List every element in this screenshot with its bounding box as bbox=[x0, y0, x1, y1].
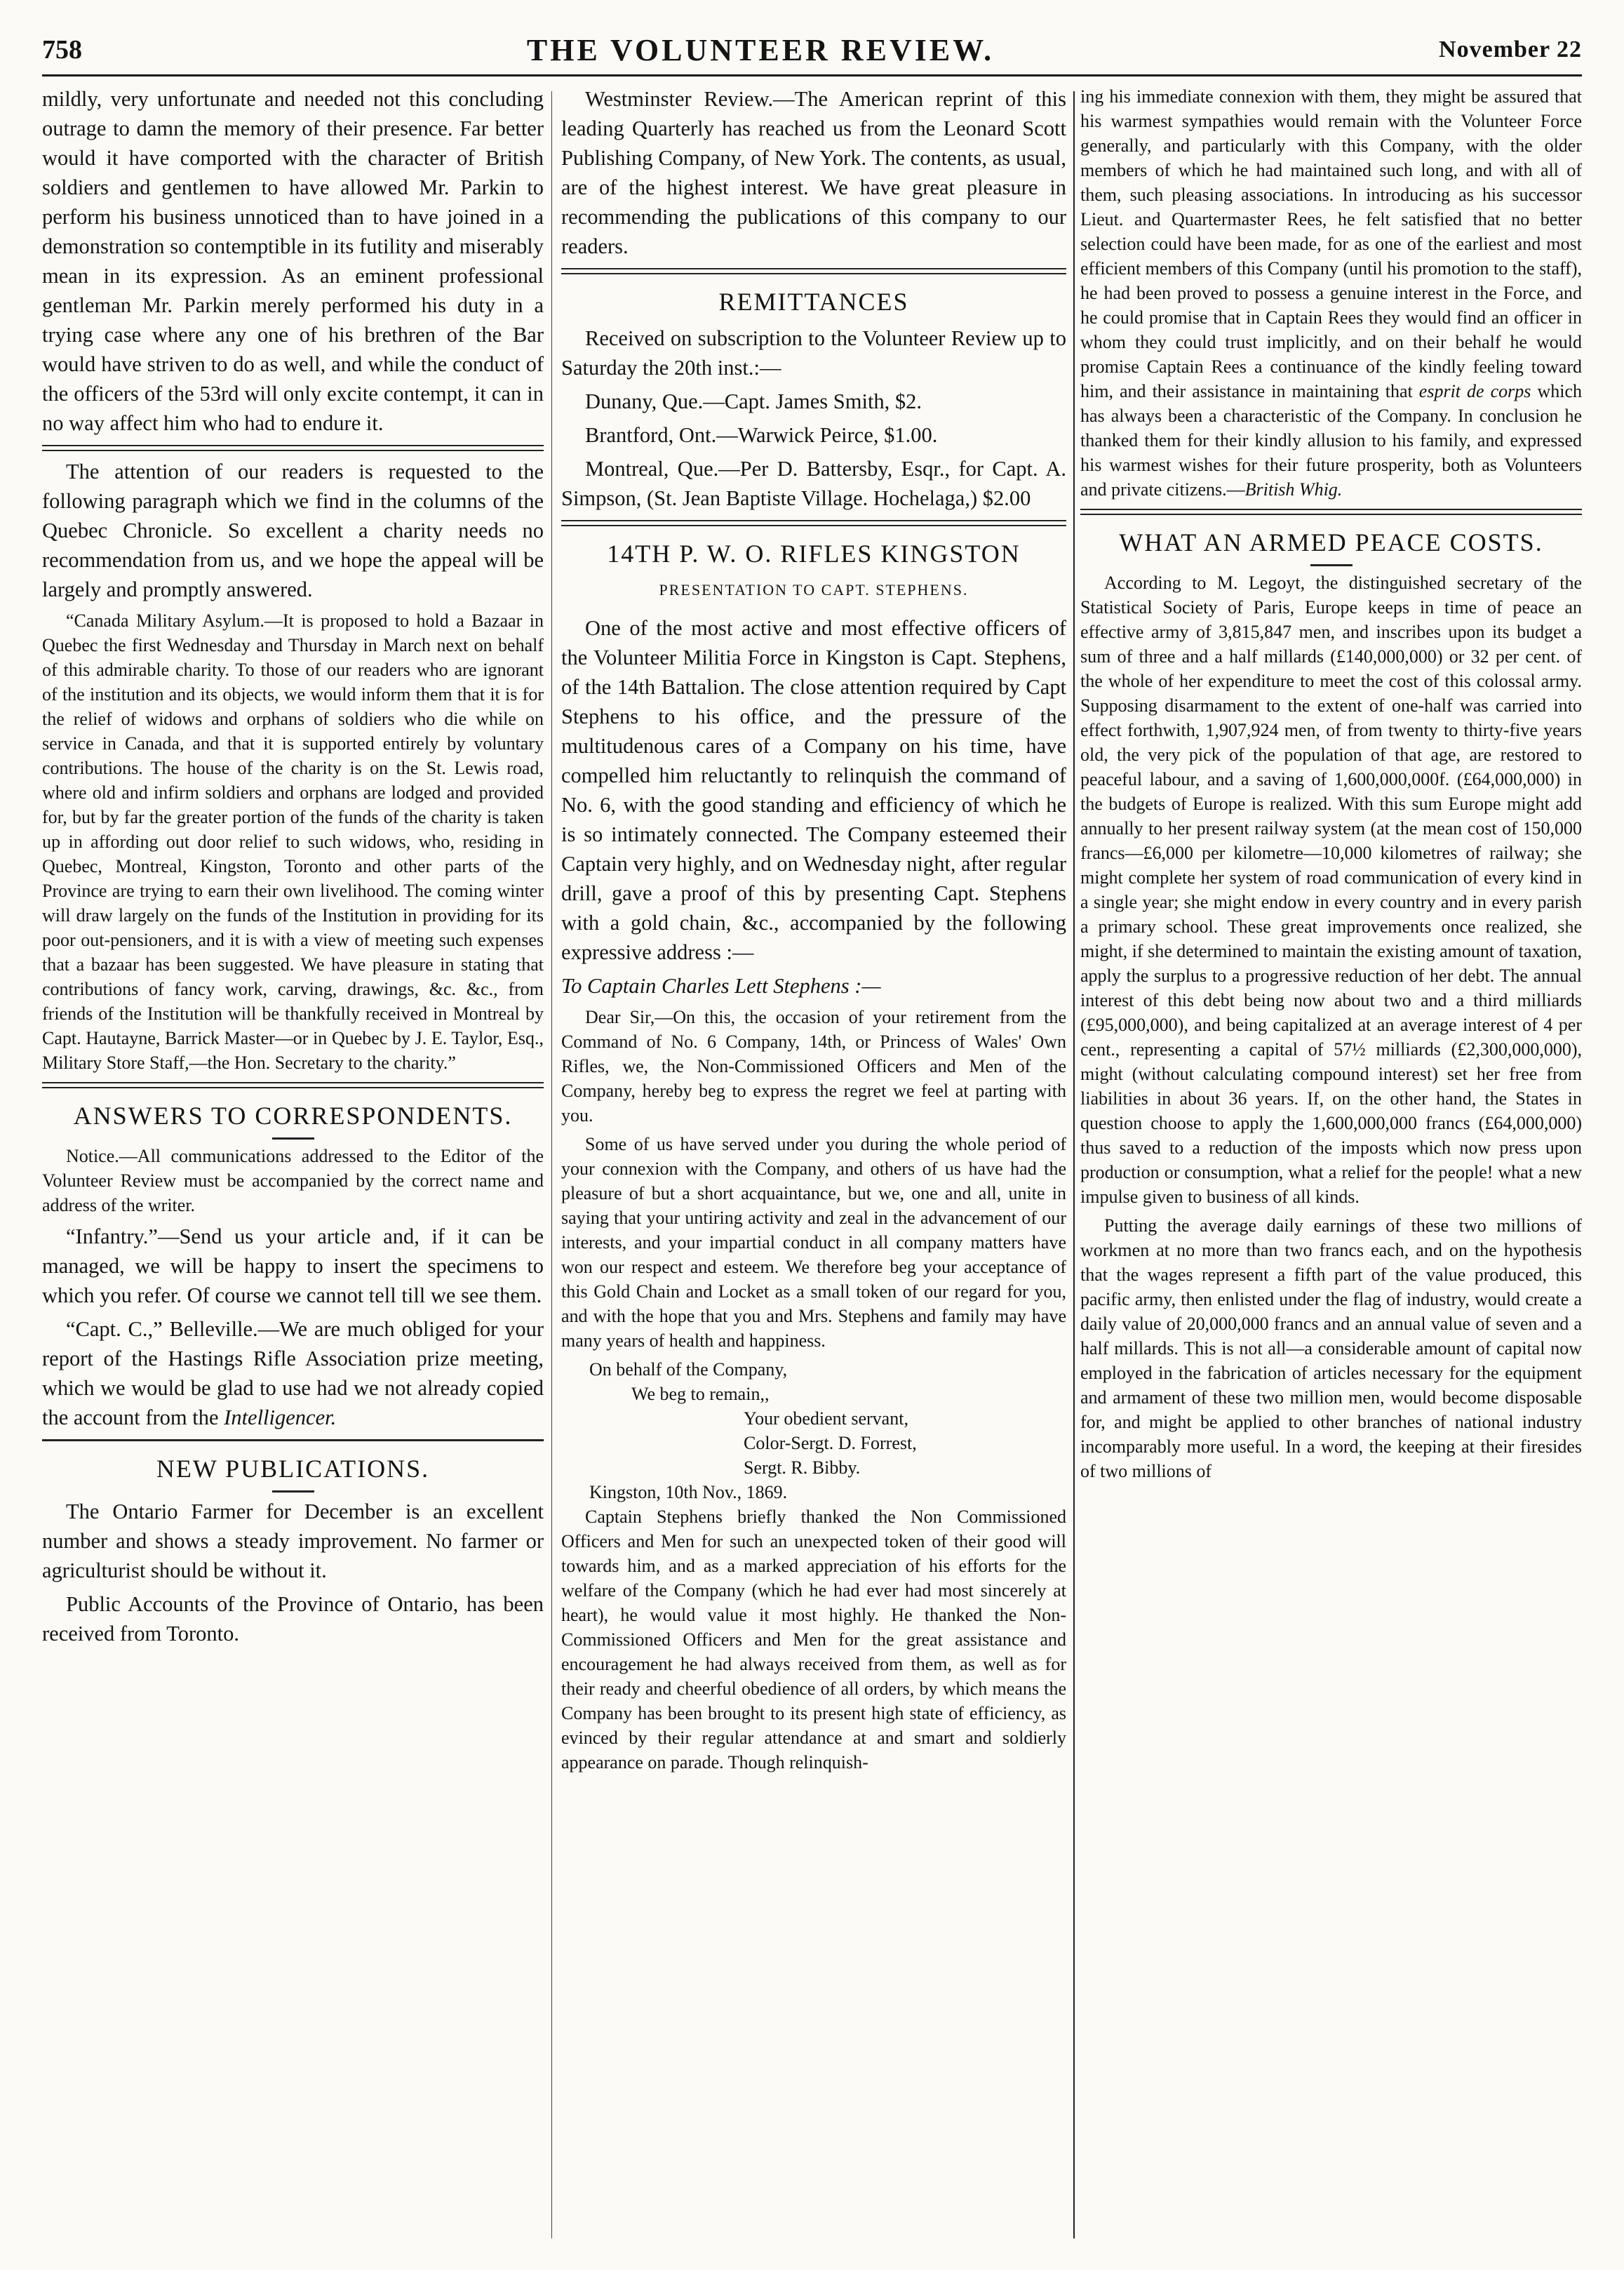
remittance-montreal: Montreal, Que.—Per D. Battersby, Esqr., for Capt. A. Simpson, (St. Jean Baptiste Village. Hochelaga,) $2.00 bbox=[561, 457, 1066, 510]
kingston-rifles-heading: 14TH P. W. O. RIFLES KINGSTON bbox=[607, 540, 1021, 568]
signatory-bibby: Sergt. R. Bibby. bbox=[744, 1457, 861, 1478]
notice-paragraph: Notice.—All communications addressed to the Editor of the Volunteer Review must be accompanied by the correct name and address of the writer. bbox=[42, 1146, 544, 1215]
answer-capt-c bbox=[42, 1314, 544, 1432]
heading-bar bbox=[272, 1490, 314, 1493]
answer-capt-c-text: “Capt. C.,” Belleville.—We are much obliged for your report of the Hastings Rifle Association prize meeting, which we would be glad to use had we not already copied the account from the bbox=[42, 1317, 544, 1429]
source-british-whig: British Whig. bbox=[1244, 479, 1343, 500]
section-separator bbox=[42, 1439, 544, 1441]
column-rule-left bbox=[551, 91, 552, 2238]
answers-heading: ANSWERS TO CORRESPONDENTS. bbox=[73, 1102, 513, 1130]
address-to: To Captain Charles Lett Stephens :— bbox=[561, 974, 881, 998]
column-1 bbox=[42, 84, 544, 2245]
westminster-review-notice: Westminster Review.—The American reprint of this leading Quarterly has reached us from the Leonard Scott Publishing Company, of New York. The contents, as usual, are of the highest interest. We have great pleasure in recommending the publications of this company to our readers. bbox=[561, 87, 1066, 258]
page-number: 758 bbox=[42, 35, 82, 65]
signatory-forrest: Color-Sergt. D. Forrest, bbox=[744, 1433, 917, 1453]
section-separator bbox=[42, 445, 544, 451]
column-2 bbox=[561, 84, 1066, 2245]
reply-text-a: ing his immediate connexion with them, they might be assured that his warmest sympathies would remain with the Volunteer Force generally, and particularly with this Company, with the older members of which he had maintained such long, and with all of them, such pleasing associations. In introducing as his successor Lieut. and Quartermaster Rees, he felt satisfied that no better selection could have been made, for as one of the earliest and most efficient members of this Company (until his promotion to the staff), he had been proved to possess a genuine interest in the Force, and he could promise that in Captain Rees they would find an officer in whom they could trust implicitly, and on their behalf he would promise Captain Rees a continuance of the kindly feeling toward him, and their assistance in maintaining that bbox=[1080, 86, 1582, 401]
reply-text-b: which has always been a characteristic of the Company. In conclusion he thanked them for their kindly allusion to his family, and expressed his warmest wishes for their future prosperity, both as Volunteers and private citizens.— bbox=[1080, 381, 1582, 500]
section-separator bbox=[561, 268, 1066, 274]
signature-line-1: On behalf of the Company, bbox=[589, 1359, 788, 1380]
ontario-farmer-notice: The Ontario Farmer for December is an excellent number and shows a steady improvement. No farmer or agriculturist should be without it. bbox=[42, 1500, 544, 1582]
remittance-brantford: Brantford, Ont.—Warwick Peirce, $1.00. bbox=[585, 423, 938, 447]
address-dateline: Kingston, 10th Nov., 1869. bbox=[589, 1482, 788, 1502]
armed-peace-paragraph-1: According to M. Legoyt, the distinguished secretary of the Statistical Society of Paris, Europe keeps in time of peace an effective army of 3,815,847 men, and inscribes upon its budget a sum of three and a half millards (£140,000,000) or 32 per cent. of the whole of her expenditure to meet the cost of this colossal army. Supposing disarmament to the extent of one-half was carried into effect forthwith, 1,907,924 men, of from twenty to thirty-five years old, the very pick of the population of that age, are restored to peaceful labour, and a saving of 1,600,000,000f. (£64,000,000) in the budgets of Europe is realized. With this sum Europe might add annually to her present railway system (at the mean cost of 150,000 francs—£6,000 per kilometre—10,000 kilometres of railway; she might complete her system of road communication of every kind in a single year; she might endow in every country and in every parish a primary school. These great improvements once realized, she might, if she determined to maintain the existing amount of taxation, apply the surplus to a progressive reduction of her debt. The annual interest of this debt being now about two and a third milliards (£95,000,000), and being capitalized at an average interest of 4 per cent., representing a capital of 57½ milliards (£2,300,000,000), might (without calculating compound interest) set her free from liabilities in about 36 years. If, on the other hand, the States in question choose to apply the 1,600,000,000 francs (£64,000,000) thus saved to a reduction of the imposts which now press upon production or consumption, what a relief for the people! what a new impulse given to business of all kinds. bbox=[1080, 573, 1582, 1207]
page-header bbox=[42, 25, 1582, 76]
remittance-dunany: Dunany, Que.—Capt. James Smith, $2. bbox=[585, 389, 922, 413]
military-asylum-notice: “Canada Military Asylum.—It is proposed to hold a Bazaar in Quebec the first Wednesday and Thursday in March next on behalf of this admirable charity. To those of our readers who are ignorant of the institution and its objects, we would inform them that it is for the relief of widows and orphans of soldiers who die while on service in Canada, and that it is supported entirely by voluntary contributions. The house of the charity is on the St. Lewis road, where old and infirm soldiers and orphans are lodged and provided for, but by far the greater portion of the funds of the charity is taken up in affording out door relief to such widows, who, residing in Quebec, Montreal, Kingston, Toronto and other parts of the Province are trying to earn their own livelihood. The coming winter will draw largely on the funds of the Institution in providing for its poor out-pensioners, and it is with a view of meeting such expenses that a bazaar has been suggested. We have pleasure in stating that contributions of fancy work, carving, drawings, &c. &c., from friends of the Institution will be thankfully received in Montreal by Capt. Hautayne, Barrick Master—or in Quebec by J. E. Taylor, Esq., Military Store Staff,—the Hon. Secretary to the charity.” bbox=[42, 610, 544, 1073]
signature-line-2: We beg to remain,, bbox=[631, 1384, 770, 1404]
answer-infantry: “Infantry.”—Send us your article and, if it can be managed, we will be happy to insert the specimens to which you refer. Of course we cannot tell till we see them. bbox=[42, 1224, 544, 1307]
stephens-reply-continued bbox=[1080, 84, 1582, 502]
intelligencer-title: Intelligencer. bbox=[224, 1406, 337, 1429]
signature-line-3: Your obedient servant, bbox=[744, 1408, 908, 1429]
remittances-intro: Received on subscription to the Volunteer Review up to Saturday the 20th inst.:— bbox=[561, 326, 1066, 380]
issue-date: November 22 bbox=[1439, 36, 1582, 62]
remittances-heading: REMITTANCES bbox=[718, 288, 909, 316]
armed-peace-paragraph-2: Putting the average daily earnings of these two millions of workmen at no more than two francs each, and on the hypothesis that the wages represent a fifth part of the value produced, this pacific army, then enlisted under the flag of industry, would create a daily value of 20,000,000 francs and an annual value of seven and a half millards. This is not all—a considerable amount of capital now employed in the fabrication of articles necessary for the equipment and armament of these two million men, would become disposable for, and might be applied to other branches of national industry incomparably more useful. In a word, the keeping at their firesides of two millions of bbox=[1080, 1215, 1582, 1481]
column-rule-right bbox=[1073, 91, 1075, 2238]
address-paragraph-2: Some of us have served under you during the whole period of your connexion with the Company, and others of us have had the pleasure of but a short acquaintance, but we, one and all, unite in saying that your untiring activity and zeal in the advancement of our interests, and your impartial conduct in all company matters have won our respect and esteem. We therefore beg your acceptance of this Gold Chain and Locket as a small token of our regard for you, and with the hope that you and Mrs. Stephens and family may have many years of health and happiness. bbox=[561, 1134, 1066, 1351]
armed-peace-heading: WHAT AN ARMED PEACE COSTS. bbox=[1119, 528, 1543, 556]
stephens-reply: Captain Stephens briefly thanked the Non Commissioned Officers and Men for such an unexpected token of their good will towards him, and as a marked appreciation of his efforts for the welfare of the Company (which he had ever had most sincerely at heart), he would value it most highly. He thanked the Non-Commissioned Officers and Men for the great assistance and encouragement he had always received from them, as well as for their ready and cheerful obedience of all orders, by which means the Company has been brought to its present high state of efficiency, as evinced by their regular attendance at and smart and soldierly appearance on parade. Though relinquish- bbox=[561, 1507, 1066, 1772]
parkin-article-end: mildly, very unfortunate and needed not this concluding outrage to damn the memory of their presence. Far better would it have comported with the character of British soldiers and gentlemen to have allowed Mr. Parkin to perform his business unnoticed than to have joined in a demonstration so contemptible in its futility and miserably mean in its expression. As an eminent professional gentleman Mr. Parkin merely performed his duty in a trying case where any one of his brethren of the Bar would have striven to do as well, and while the conduct of the officers of the 53rd will only excite contempt, it can in no way affect him who had to endure it. bbox=[42, 87, 544, 435]
new-publications-heading: NEW PUBLICATIONS. bbox=[156, 1455, 430, 1483]
section-separator bbox=[1080, 509, 1582, 515]
esprit-de-corps: esprit de corps bbox=[1418, 381, 1531, 401]
masthead: THE VOLUNTEER REVIEW. bbox=[526, 32, 995, 67]
public-accounts-notice: Public Accounts of the Province of Ontario, has been received from Toronto. bbox=[42, 1592, 544, 1645]
charity-intro: The attention of our readers is requested to the following paragraph which we find in the columns of the Quebec Chronicle. So excellent a charity needs no recommendation from us, and we hope the appeal will be largely and promptly answered. bbox=[42, 460, 544, 601]
column-3 bbox=[1080, 84, 1582, 2245]
heading-bar bbox=[1310, 564, 1353, 566]
stephens-intro: One of the most active and most effective officers of the Volunteer Militia Force in Kingston is Capt. Stephens, of the 14th Battalion. The close attention required by Capt Stephens to his office, and the pressure of the multitudenous cares of a Company on his time, have compelled him reluctantly to relinquish the command of No. 6, with the good standing and efficiency of which he is so intimately connected. The Company esteemed their Captain very highly, and on Wednesday night, after regular drill, gave a proof of this by presenting Capt. Stephens with a gold chain, &c., accompanied by the following expressive address :— bbox=[561, 616, 1066, 964]
presentation-subheading: PRESENTATION TO CAPT. STEPHENS. bbox=[659, 581, 969, 599]
address-salutation bbox=[561, 971, 1066, 1001]
section-separator bbox=[561, 520, 1066, 526]
address-paragraph-1: Dear Sir,—On this, the occasion of your retirement from the Command of No. 6 Company, 14th, or Princess of Wales' Own Rifles, we, the Non-Commissioned Officers and Men of the Company, hereby beg to express the regret we feel at parting with you. bbox=[561, 1007, 1066, 1126]
heading-bar bbox=[272, 1137, 314, 1140]
section-separator bbox=[42, 1082, 544, 1088]
